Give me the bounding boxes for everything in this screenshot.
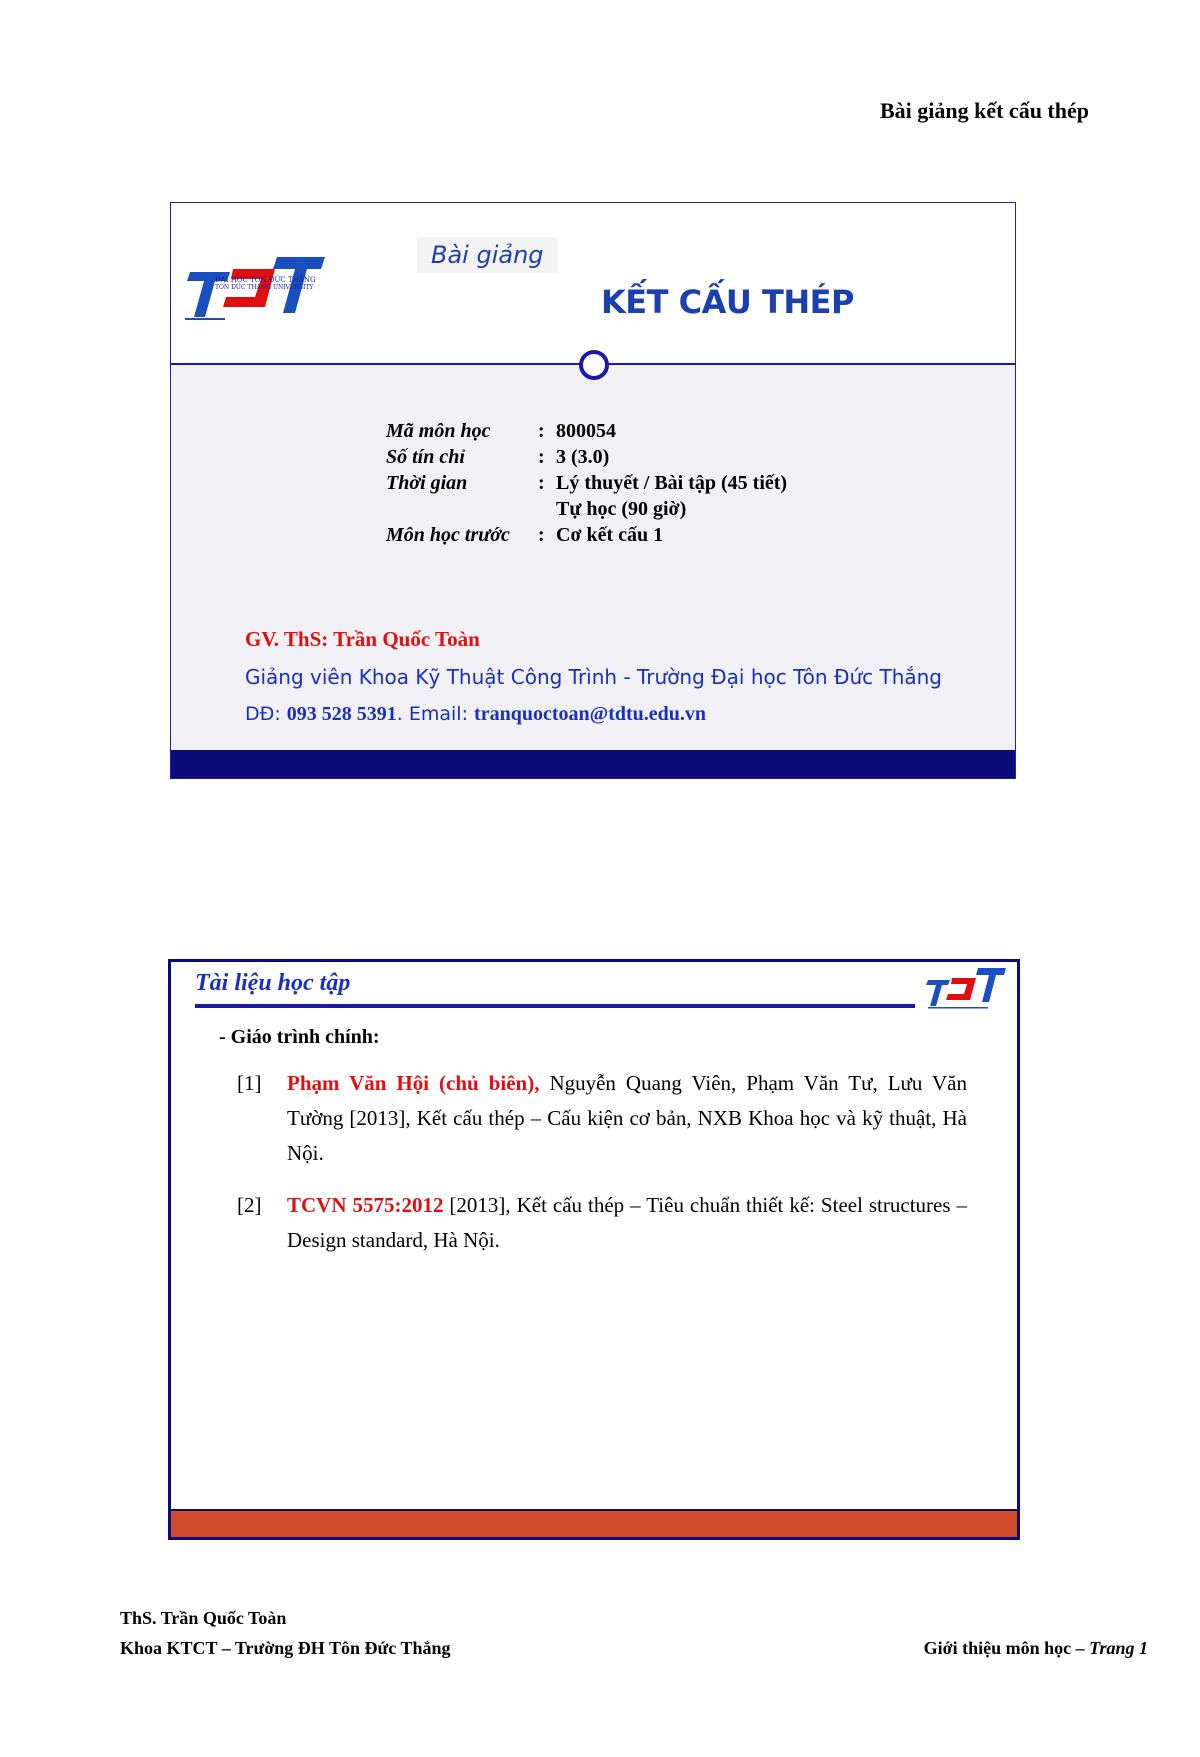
- reference-item: [237, 1188, 967, 1258]
- email-label: . Email:: [396, 703, 475, 725]
- reference-text: [287, 1066, 967, 1171]
- circle-marker-icon: [579, 350, 609, 380]
- reference-body: Nguyễn Quang Viên, Phạm Văn Tư, Lưu Văn Tường [2013], Kết cấu thép – Cấu kiện cơ bản, NXB Khoa học và kỹ thuật, Hà Nội.: [287, 1071, 967, 1165]
- lecturer-name: GV. ThS: Trần Quốc Toàn: [245, 627, 480, 651]
- info-key: [386, 496, 538, 522]
- info-colon: :: [538, 446, 545, 468]
- footer-band: [171, 1509, 1017, 1537]
- reference-body: [2013], Kết cấu thép – Tiêu chuẩn thiết kế: Steel structures – Design standard, Hà Nội.: [287, 1193, 967, 1252]
- logo-text-english: TON DUC THANG UNIVERSITY: [215, 284, 314, 291]
- footer-department: Khoa KTCT – Trường ĐH Tôn Đức Thắng: [120, 1638, 451, 1658]
- info-value: Lý thuyết / Bài tập (45 tiết): [556, 472, 788, 494]
- logo-text-vietnamese: ĐẠI HỌC TÔN ĐỨC THẮNG: [215, 276, 316, 284]
- title-slide: [170, 202, 1016, 779]
- info-colon: :: [538, 472, 545, 494]
- references-title: Tài liệu học tập: [195, 970, 351, 996]
- info-row-credits: [386, 444, 787, 470]
- footer-author: ThS. Trần Quốc Toàn: [120, 1608, 287, 1628]
- info-key: Thời gian: [386, 472, 468, 494]
- lecturer-contact: [245, 703, 706, 726]
- course-info-table: [386, 418, 787, 548]
- info-value: 800054: [556, 420, 616, 442]
- references-slide: [168, 959, 1020, 1540]
- university-logo-small: [926, 962, 1011, 1012]
- info-key: Số tín chỉ: [386, 446, 465, 468]
- info-colon: [538, 496, 556, 522]
- footer-page-info: [924, 1638, 1148, 1659]
- title-slide-header: [171, 203, 1015, 363]
- info-key: Mã môn học: [386, 420, 491, 442]
- reference-text: [287, 1188, 967, 1258]
- reference-highlight: TCVN 5575:2012: [287, 1193, 444, 1217]
- email-link[interactable]: tranquoctoan@tdtu.edu.vn: [474, 703, 707, 725]
- page-header-title: Bài giảng kết cấu thép: [879, 98, 1089, 123]
- phone-label: DĐ:: [245, 703, 287, 725]
- info-row-prerequisite: [386, 522, 787, 548]
- info-row-time: [386, 470, 787, 496]
- footer-band: [171, 750, 1015, 778]
- reference-number: [2]: [237, 1193, 262, 1217]
- title-underline: [195, 1004, 915, 1008]
- reference-highlight: Phạm Văn Hội (chủ biên),: [287, 1071, 540, 1095]
- footer-section: Giới thiệu môn học –: [923, 1638, 1090, 1658]
- phone-number: 093 528 5391: [286, 703, 397, 725]
- info-row-self-study: [386, 496, 787, 522]
- reference-number: [1]: [237, 1071, 262, 1095]
- main-textbook-heading: - Giáo trình chính:: [219, 1026, 380, 1048]
- info-value: Tự học (90 giờ): [556, 498, 687, 520]
- info-row-course-code: [386, 418, 787, 444]
- info-value: Cơ kết cấu 1: [556, 524, 664, 546]
- info-key: Môn học trước: [386, 524, 510, 546]
- info-colon: :: [538, 420, 545, 442]
- course-title: KẾT CẤU THÉP: [601, 283, 854, 321]
- reference-item: [237, 1066, 967, 1171]
- lecture-label: Bài giảng: [417, 237, 558, 273]
- info-colon: :: [538, 524, 545, 546]
- lecturer-affiliation: Giảng viên Khoa Kỹ Thuật Công Trình - Trường Đại học Tôn Đức Thắng: [245, 665, 943, 689]
- university-logo: [185, 247, 335, 337]
- footer-page-number: Trang 1: [1089, 1638, 1148, 1658]
- info-value: 3 (3.0): [556, 446, 610, 468]
